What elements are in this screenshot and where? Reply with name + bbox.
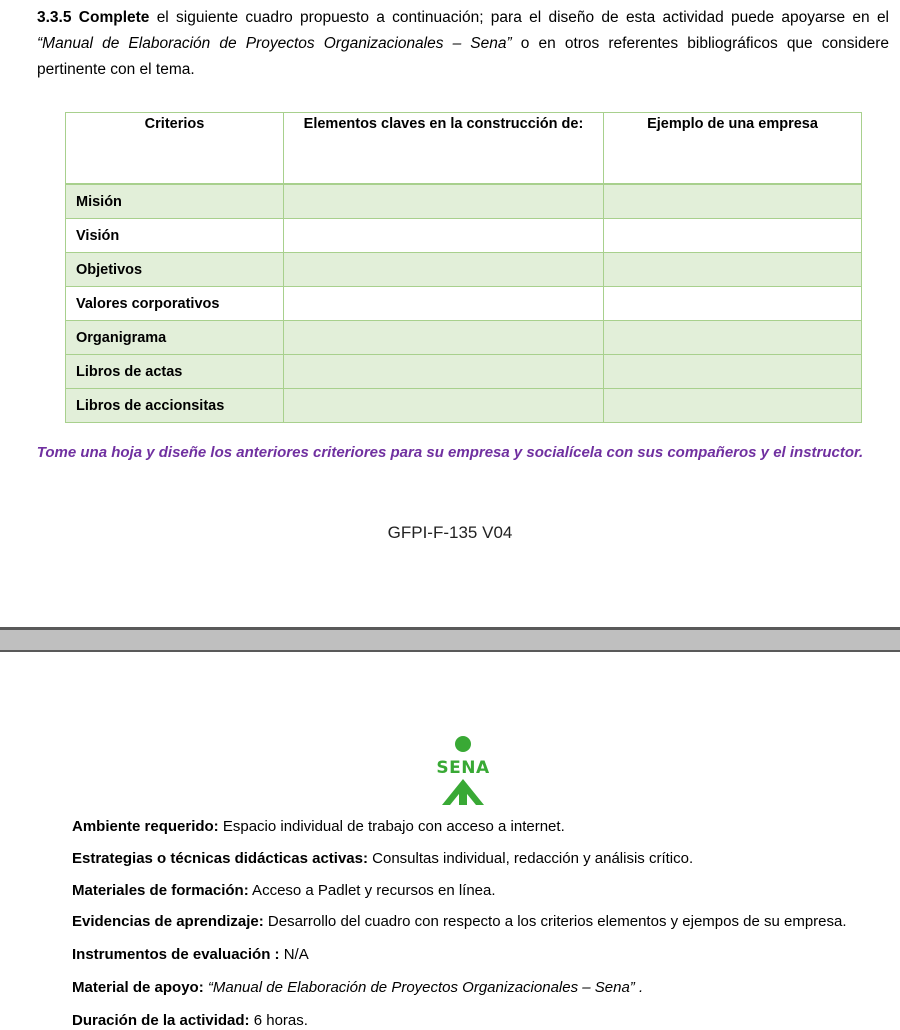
header-ejemplo: Ejemplo de una empresa xyxy=(604,113,862,185)
header-criterios: Criterios xyxy=(66,113,284,185)
info-duracion xyxy=(72,1012,308,1029)
criterio-cell: Organigrama xyxy=(66,321,284,355)
elementos-cell[interactable] xyxy=(284,389,604,423)
duracion-value: 6 horas. xyxy=(249,1012,308,1029)
info-material-apoyo xyxy=(72,979,643,996)
manual-reference: “Manual de Elaboración de Proyectos Organizacionales – Sena” xyxy=(37,35,512,52)
table-row xyxy=(66,184,862,219)
table-row xyxy=(66,253,862,287)
materiales-label: Materiales de formación: xyxy=(72,882,249,899)
material-value: “Manual de Elaboración de Proyectos Organizacionales – Sena” . xyxy=(203,979,644,996)
instruction-text-end: o en otros referentes bibliográficos que considere pertinente con el tema. xyxy=(37,35,889,78)
criterio-cell: Misión xyxy=(66,184,284,219)
instruction-text: el siguiente cuadro propuesto a continuación; para el diseño de esta actividad puede apoyarse en el xyxy=(149,9,890,26)
estrategias-value: Consultas individual, redacción y análisis crítico. xyxy=(367,850,694,867)
evidencias-label: Evidencias de aprendizaje: xyxy=(72,913,264,930)
elementos-cell[interactable] xyxy=(284,321,604,355)
logo-text: SENA xyxy=(436,758,490,778)
ejemplo-cell[interactable] xyxy=(604,355,862,389)
ejemplo-cell[interactable] xyxy=(604,287,862,321)
header-elementos: Elementos claves en la construcción de: xyxy=(284,113,604,185)
activity-instructions xyxy=(37,5,889,83)
ejemplo-cell[interactable] xyxy=(604,389,862,423)
table-row xyxy=(66,219,862,253)
page-divider-band xyxy=(0,627,900,652)
criterio-cell: Libros de accionsitas xyxy=(66,389,284,423)
elementos-cell[interactable] xyxy=(284,184,604,219)
ejemplo-cell[interactable] xyxy=(604,219,862,253)
instrumentos-value: N/A xyxy=(279,946,309,963)
elementos-cell[interactable] xyxy=(284,287,604,321)
info-materiales xyxy=(72,882,496,899)
instruction-note: Tome una hoja y diseñe los anteriores criteriores para su empresa y socialícela con sus compañeros y el instructor. xyxy=(36,444,864,461)
duracion-label: Duración de la actividad: xyxy=(72,1012,250,1029)
table-row xyxy=(66,389,862,423)
ejemplo-cell[interactable] xyxy=(604,253,862,287)
ambiente-label: Ambiente requerido: xyxy=(72,818,219,835)
activity-number: 3.3.5 xyxy=(37,9,72,26)
activity-verb: Complete xyxy=(78,9,150,26)
table-header-row xyxy=(66,113,862,185)
ejemplo-cell[interactable] xyxy=(604,321,862,355)
info-evidencias xyxy=(72,913,847,930)
criterio-cell: Objetivos xyxy=(66,253,284,287)
table-row xyxy=(66,321,862,355)
materiales-value: Acceso a Padlet y recursos en línea. xyxy=(248,882,496,899)
criteria-table xyxy=(65,112,862,423)
info-estrategias xyxy=(72,850,693,867)
instrumentos-label: Instrumentos de evaluación : xyxy=(72,946,280,963)
material-label: Material de apoyo: xyxy=(72,979,204,996)
estrategias-label: Estrategias o técnicas didácticas activas: xyxy=(72,850,368,867)
ambiente-value: Espacio individual de trabajo con acceso a internet. xyxy=(218,818,565,835)
sena-logo-icon xyxy=(420,733,510,813)
info-instrumentos xyxy=(72,946,309,963)
criterio-cell: Libros de actas xyxy=(66,355,284,389)
elementos-cell[interactable] xyxy=(284,253,604,287)
table-row xyxy=(66,355,862,389)
evidencias-value: Desarrollo del cuadro con respecto a los criterios elementos y ejempos de su empresa. xyxy=(263,913,847,930)
elementos-cell[interactable] xyxy=(284,355,604,389)
criterio-cell: Valores corporativos xyxy=(66,287,284,321)
elementos-cell[interactable] xyxy=(284,219,604,253)
criterio-cell: Visión xyxy=(66,219,284,253)
table-row xyxy=(66,287,862,321)
ejemplo-cell[interactable] xyxy=(604,184,862,219)
form-code: GFPI-F-135 V04 xyxy=(387,523,513,542)
logo-head-dot xyxy=(455,736,471,752)
info-ambiente xyxy=(72,818,565,835)
